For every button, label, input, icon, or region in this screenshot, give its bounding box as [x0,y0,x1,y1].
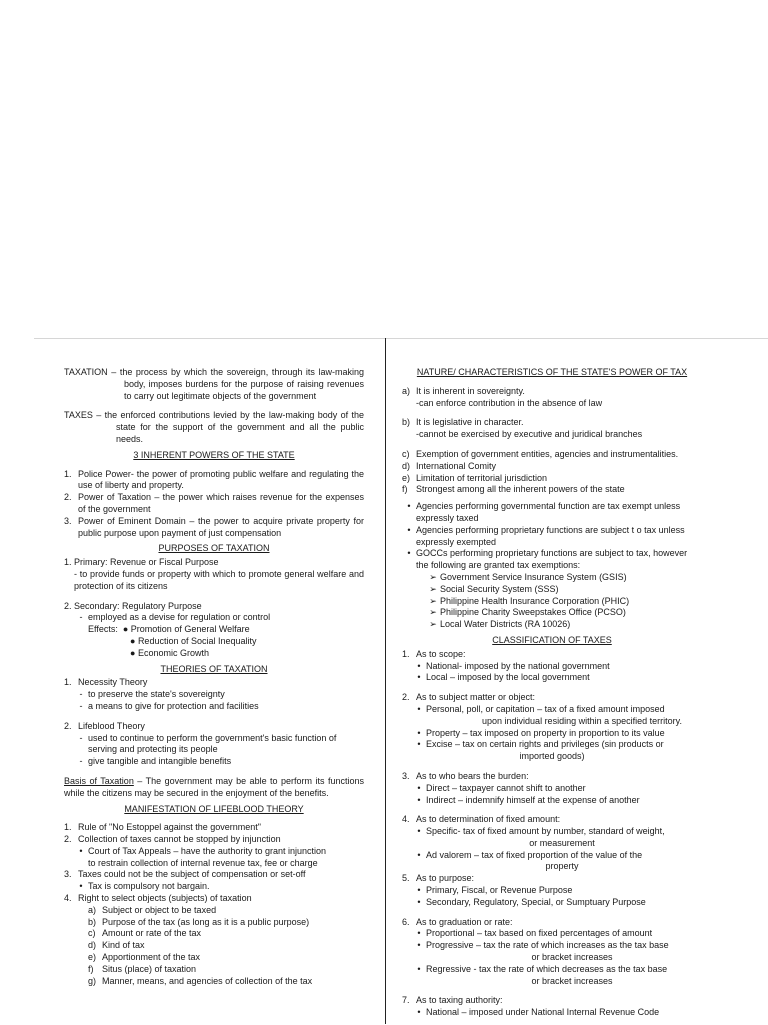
graduation-item: • Proportional – tax based on fixed percentages of amount [417,928,653,939]
inherent-item: 1. Police Power- the power of promoting public welfare and regulating the use of liberty and property. [64,468,364,491]
arrow-icon: ➢ [429,607,437,618]
taxes-definition: TAXES – the enforced contributions levied by the law-making body of the state for the support of the government and all the public needs. [64,410,364,444]
primary-purpose-desc: - to provide funds or property with which to promote general welfare and protection of its citizens [74,568,364,591]
determination-item: • Specific- tax of fixed amount by number, standard of weight, [417,826,665,837]
nature-item-b: b) It is legislative in character. [402,417,524,428]
subject-item: • Excise – tax on certain rights and privileges (sin products or [417,739,664,750]
manifestation-item: 1. Rule of "No Estoppel against the government" [64,822,261,833]
subject-item-cont: upon individual residing within a specified territory. [482,715,682,726]
basis-of-taxation: Basis of Taxation – The government may be able to perform its functions while the citizens may be secured in the enjoyment of the benefits. [64,775,365,798]
classification-purpose: 5. As to purpose: [402,873,475,884]
agency-bullet: • Agencies performing governmental function are tax exempt unless expressly taxed [407,501,681,523]
lifeblood-point: - give tangible and intangible benefits [79,756,232,767]
manifestation-heading: MANIFESTATION OF LIFEBLOOD THEORY [124,803,304,814]
column-divider [385,338,386,1024]
gocc-item: ➢ Philippine Health Insurance Corporation (PHIC) [402,596,702,608]
arrow-icon: ➢ [429,619,437,630]
select-item: d) Kind of tax [88,940,145,951]
necessity-theory: 1. Necessity Theory [64,677,148,688]
classification-graduation: 6. As to graduation or rate: [402,916,513,927]
determination-item-cont: property [545,861,579,872]
nature-item: f) Strongest among all the inherent powers of the state [402,484,625,495]
select-item: a) Subject or object to be taxed [88,904,217,915]
manifestation-item: 4. Right to select objects (subjects) of taxation [64,893,252,904]
secondary-purpose: 2. Secondary: Regulatory Purpose [64,600,202,611]
nature-item-a-desc: -can enforce contribution in the absence of law [416,397,603,408]
effect-item: ● Economic Growth [130,647,209,658]
gocc-item: ➢ Government Service Insurance System (GSIS) [402,572,702,584]
burden-item: • Direct – taxpayer cannot shift to another [417,782,586,793]
purpose-item: • Primary, Fiscal, or Revenue Purpose [417,885,573,896]
nature-item-a: a) It is inherent in sovereignty. [402,385,525,396]
lifeblood-point: - used to continue to perform the government's basic function of serving and protecting its people [79,732,337,755]
lifeblood-theory: 2. Lifeblood Theory [64,720,145,731]
manifestation-item: 3. Taxes could not be the subject of compensation or set-off [64,869,306,880]
taxation-definition: TAXATION – the process by which the sovereign, through its law-making body, imposes burdens for the purpose of raising revenues to carry out legitimate objects of the government [64,367,364,401]
effects-list: Effects: ● Promotion of General Welfare [88,624,250,635]
compulsory-note: • Tax is compulsory not bargain. [79,881,210,892]
inherent-item: 3. Power of Eminent Domain – the power to acquire private property for public purpose upon payment of just compensation [64,515,364,538]
gocc-item: ➢ Philippine Charity Sweepstakes Office (PCSO) [402,607,702,619]
gocc-item: ➢ Social Security System (SSS) [402,584,702,596]
effects-label: Effects: [88,624,118,635]
graduation-item-cont: or bracket increases [531,952,613,963]
select-item: b) Purpose of the tax (as long as it is a public purpose) [88,916,310,927]
nature-item: d) International Comity [402,460,497,471]
subject-item: • Personal, poll, or capitation – tax of a fixed amount imposed [417,703,665,714]
court-of-tax-appeals-cont: to restrain collection of internal revenue tax, fee or charge [88,857,318,868]
court-of-tax-appeals: • Court of Tax Appeals – have the authority to grant injunction [79,845,326,856]
select-item: c) Amount or rate of the tax [88,928,202,939]
arrow-icon: ➢ [429,571,437,582]
graduation-item: • Progressive – tax the rate of which increases as the tax base [417,940,669,951]
purpose-item: • Secondary, Regulatory, Special, or Sumptuary Purpose [417,896,646,907]
arrow-icon: ➢ [429,583,437,594]
classification-scope: 1. As to scope: [402,648,466,659]
effect-item: ● Reduction of Social Inequality [130,635,257,646]
nature-item-b-desc: -cannot be exercised by executive and juridical branches [416,429,643,440]
subject-item: • Property – tax imposed on property in proportion to its value [417,727,665,738]
agency-bullet: • Agencies performing proprietary functions are subject t o tax unless expressly exempted [407,524,685,547]
necessity-point: - to preserve the state's sovereignty [79,689,225,700]
inherent-item: 2. Power of Taxation – the power which raises revenue for the expenses of the government [64,492,364,514]
secondary-purpose-desc: - employed as a devise for regulation or control [79,612,271,623]
manifestation-item: 2. Collection of taxes cannot be stopped by injunction [64,834,281,845]
left-column [64,367,364,987]
inherent-powers-heading: 3 INHERENT POWERS OF THE STATE [133,449,295,460]
necessity-point: - a means to give for protection and facilities [79,700,259,711]
select-item: g) Manner, means, and agencies of collection of the tax [88,975,313,986]
graduation-item: • Regressive - tax the rate of which decreases as the tax base [417,963,668,974]
theories-heading: THEORIES OF TAXATION [160,663,268,674]
classification-heading: CLASSIFICATION OF TAXES [492,634,612,645]
graduation-item-cont: or bracket increases [531,975,613,986]
primary-purpose: 1. Primary: Revenue or Fiscal Purpose [64,557,219,568]
agency-bullet: • GOCCs performing proprietary functions are subject to tax, however the following are granted tax exemptions: [407,548,688,571]
arrow-icon: ➢ [429,595,437,606]
nature-heading: NATURE/ CHARACTERISTICS OF THE STATE'S POWER OF TAX [416,367,688,377]
purposes-heading: PURPOSES OF TAXATION [158,543,270,554]
classification-authority: 7. As to taxing authority: [402,995,503,1006]
select-item: e) Apportionment of the tax [88,952,201,963]
authority-item: • National – imposed under National Internal Revenue Code [417,1007,660,1018]
nature-item: c) Exemption of government entities, agencies and instrumentalities. [402,448,679,459]
gocc-item: ➢ Local Water Districts (RA 10026) [402,619,702,631]
burden-item: • Indirect – indemnify himself at the expense of another [417,794,640,805]
classification-burden: 3. As to who bears the burden: [402,770,529,781]
nature-item: e) Limitation of territorial jurisdiction [402,472,548,483]
scope-item: • National- imposed by the national government [417,660,610,671]
determination-item: • Ad valorem – tax of fixed proportion of the value of the [417,849,643,860]
determination-item-cont: or measurement [529,837,595,848]
classification-subject: 2. As to subject matter or object: [402,692,536,703]
classification-determination: 4. As to determination of fixed amount: [402,814,561,825]
select-item: f) Situs (place) of taxation [88,963,197,974]
scope-item: • Local – imposed by the local government [417,672,590,683]
subject-item-cont: imported goods) [519,751,585,762]
right-column [402,367,702,1019]
